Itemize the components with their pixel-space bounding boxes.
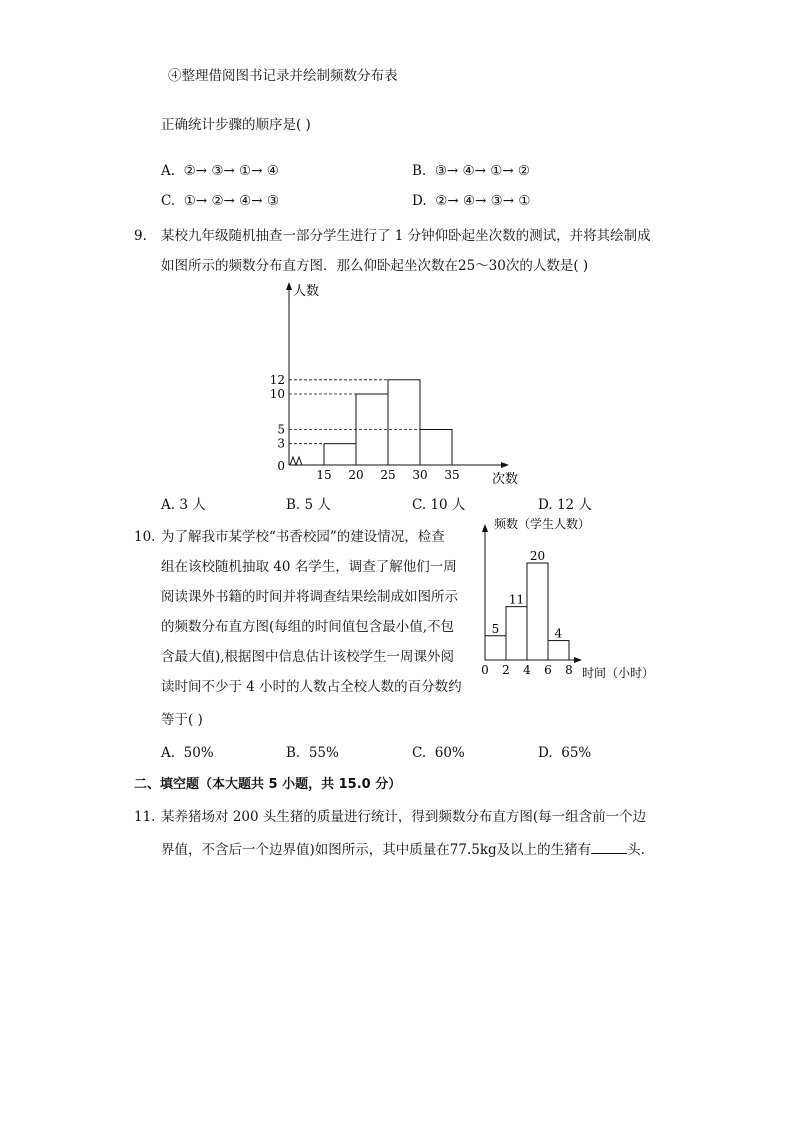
option-letter: C.	[412, 497, 427, 513]
x-tick-label: 35	[444, 468, 460, 482]
y-axis-label: 人数	[293, 284, 320, 299]
option-text: 12 人	[556, 497, 592, 513]
q11-text-line2-end: 头.	[627, 842, 645, 858]
y-axis-arrow	[482, 524, 488, 532]
q8-option-d	[412, 192, 530, 210]
bar-value-label: 11	[508, 592, 525, 607]
bar-value-label: 4	[554, 626, 563, 641]
q9-option-c	[412, 496, 465, 514]
q8-option-a	[161, 162, 279, 180]
axis-break-mark	[290, 457, 302, 465]
option-text: 5 人	[304, 497, 331, 513]
q9-number: 9.	[134, 228, 147, 244]
y-axis-arrow	[286, 282, 292, 290]
q11-text-line1: 某养猪场对 200 头生猪的质量进行统计，得到频数分布直方图(每一组含前一个边	[161, 809, 647, 825]
option-text: 65%	[561, 745, 592, 761]
bar-value-label: 20	[529, 549, 546, 563]
x-tick-label: 20	[348, 468, 364, 482]
x-tick-label: 25	[380, 468, 396, 482]
q10-option-b	[286, 744, 339, 762]
option-letter: D.	[538, 497, 553, 513]
x-tick-label: 4	[523, 663, 531, 677]
answer-blank	[591, 841, 627, 854]
q8-step-4: ④整理借阅图书记录并绘制频数分布表	[168, 68, 398, 84]
y-tick-label: 5	[277, 422, 285, 437]
q9-option-b	[286, 496, 331, 514]
q8-option-b	[412, 162, 530, 180]
histogram-bar	[548, 641, 569, 660]
q9-histogram	[262, 278, 532, 490]
y-tick-label: 12	[269, 372, 285, 387]
option-letter: B.	[412, 163, 427, 179]
bar-value-label: 5	[491, 621, 500, 636]
x-axis-label: 次数	[492, 472, 519, 487]
histogram-bar	[324, 444, 356, 465]
q10-option-d	[538, 744, 591, 762]
x-tick-label: 15	[316, 468, 332, 482]
q9-option-a	[161, 496, 206, 514]
section-heading: 二、填空题（本大题共 5 小题，共 15.0 分）	[134, 777, 402, 792]
histogram-bar	[420, 430, 452, 466]
option-letter: A.	[161, 497, 176, 513]
q11-text-line2-start: 界值，不含后一个边界值)如图所示，其中质量在77.5kg及以上的生猪有	[161, 842, 592, 858]
q10-text-line1: 为了解我市某学校“书香校园”的建设情况，检查	[161, 529, 445, 545]
x-tick-label: 30	[412, 468, 428, 482]
x-axis-arrow	[501, 462, 509, 468]
q10-histogram	[474, 512, 670, 684]
x-axis-label: 时间（小时）	[582, 666, 655, 680]
option-letter: A.	[161, 745, 176, 761]
option-letter: D.	[412, 193, 427, 209]
q10-text-line3: 阅读课外书籍的时间并将调查结果绘制成如图所示	[161, 589, 458, 605]
option-letter: D.	[538, 745, 553, 761]
q8-option-c	[161, 192, 279, 210]
x-tick-label: 0	[481, 663, 489, 677]
option-text: ③→ ④→ ①→ ②	[434, 163, 531, 179]
x-tick-label: 8	[565, 663, 573, 677]
option-text: 60%	[434, 745, 465, 761]
q9-text-line2: 如图所示的频数分布直方图．那么仰卧起坐次数在25～30次的人数是( )	[161, 258, 589, 274]
option-text: ②→ ③→ ①→ ④	[183, 163, 279, 179]
q8-prompt: 正确统计步骤的顺序是( )	[161, 117, 311, 133]
q11-text-line2	[161, 841, 645, 859]
option-letter: B.	[286, 497, 301, 513]
histogram-bar	[485, 636, 506, 660]
option-text: 10 人	[430, 497, 466, 513]
y-tick-label: 0	[277, 459, 285, 473]
q10-text-line7: 等于( )	[161, 712, 203, 728]
x-tick-label: 2	[502, 663, 510, 677]
q10-text-line2: 组在该校随机抽取 40 名学生，调查了解他们一周	[161, 559, 457, 575]
q9-text-line1: 某校九年级随机抽查一部分学生进行了 1 分钟仰卧起坐次数的测试，并将其绘制成	[161, 228, 651, 244]
histogram-bar	[506, 607, 527, 660]
option-letter: C.	[161, 193, 176, 209]
q10-option-a	[161, 744, 214, 762]
q10-text-line6: 读时间不少于 4 小时的人数占全校人数的百分数约	[161, 679, 462, 695]
q11-number: 11.	[134, 809, 156, 825]
option-letter: B.	[286, 745, 301, 761]
option-letter: C.	[412, 745, 427, 761]
histogram-bar	[388, 380, 420, 465]
option-text: 50%	[183, 745, 214, 761]
x-axis-arrow	[574, 657, 582, 663]
q10-number: 10.	[134, 529, 156, 545]
y-tick-label: 10	[269, 387, 285, 401]
option-text: 55%	[308, 745, 339, 761]
option-letter: A.	[161, 163, 176, 179]
option-text: ②→ ④→ ③→ ①	[435, 193, 531, 209]
q10-text-line4: 的频数分布直方图(每组的时间值包含最小值,不包	[161, 619, 455, 635]
x-tick-label: 6	[544, 663, 552, 677]
q10-option-c	[412, 744, 465, 762]
option-text: 3 人	[179, 497, 206, 513]
y-axis-label: 频数（学生人数）	[494, 517, 591, 531]
histogram-bar	[527, 563, 548, 660]
option-text: ①→ ②→ ④→ ③	[183, 193, 279, 209]
q10-text-line5: 含最大值),根据图中信息估计该校学生一周课外阅	[161, 649, 455, 665]
y-tick-label: 3	[277, 436, 285, 451]
